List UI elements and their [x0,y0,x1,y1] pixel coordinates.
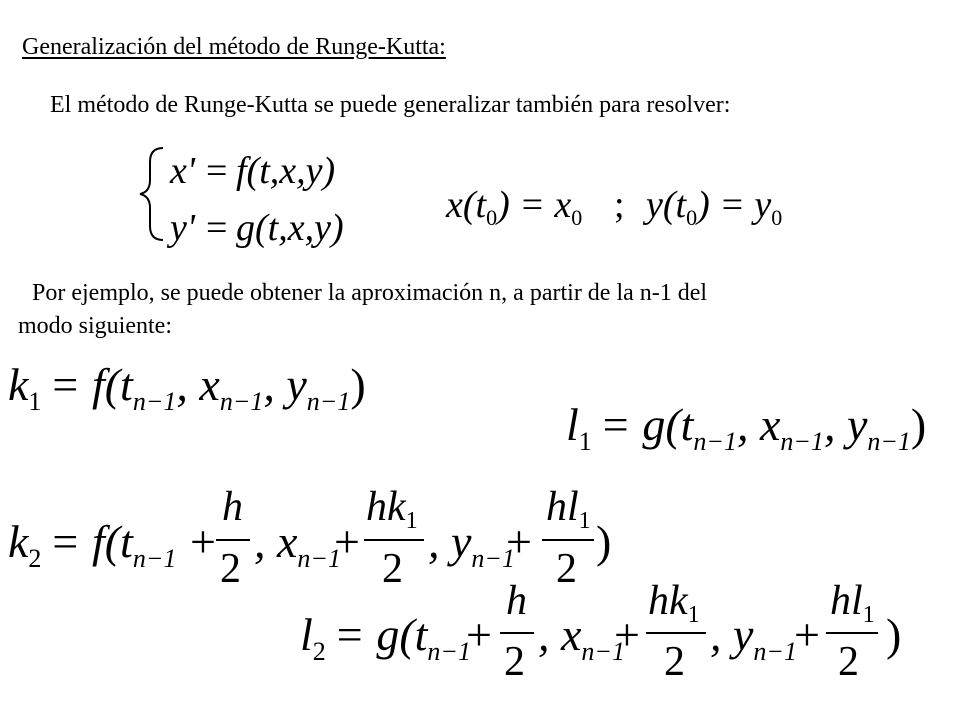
svg-text:h: h [506,578,527,624]
formula-l2 [300,578,901,685]
eq1-lhs: x' [170,150,195,192]
svg-text:k2= f(tn−1: $k_2 = f(t_{n-1}$ [8,516,177,573]
eq2-rhs: g(t,x,y) [236,207,344,249]
svg-text:+: + [506,516,532,567]
svg-text:, yn−1: , $y_{n-1}$ [710,609,797,666]
svg-text:h: h [222,484,243,530]
svg-text:2: 2 [556,546,577,592]
svg-text:, yn−1: , $y_{n-1}$ [428,516,515,573]
svg-text:): ) [596,516,612,567]
svg-text:y(t0) = y0 [642,184,782,230]
svg-text:): ) [886,609,902,660]
svg-text:+: + [466,609,492,660]
paragraph-line-2: modo siguiente: [18,313,172,339]
ic-y-sub: 0 [686,205,698,230]
svg-text:2: 2 [504,639,525,685]
ic-y-lhs: y(t [646,184,687,226]
svg-text:, xn−1: , $x_{n-1}$ [538,609,625,666]
svg-text:2: 2 [220,546,241,592]
ic-y-close: ) = y [697,184,772,226]
svg-text:x(t0) = x0 [445,184,582,230]
eq1-equals: = [206,150,228,192]
formula-k1: $k_1 = f(t_{n-1}$, $x_{n-1}$, $y_{n-1}$) [8,359,366,416]
svg-text:hk1: hk1 [648,578,700,628]
svg-text:hl1: hl1 [830,578,875,628]
ic-x-val-sub: 0 [571,205,583,230]
ic-x-close: ) = x [497,184,572,226]
eq2-lhs: y' [170,207,195,249]
svg-text:l2= g(tn−1: $l_2 = g(t_{n-1}$ [300,609,471,666]
svg-text:2: 2 [382,546,403,592]
equation-system [140,148,344,249]
svg-text:+: + [794,609,820,660]
ic-x-lhs: x(t [446,184,487,226]
svg-text:+: + [190,516,216,567]
svg-text:+: + [614,609,640,660]
svg-text:2: 2 [664,639,685,685]
svg-text:+: + [334,516,360,567]
ic-x-sub: 0 [486,205,498,230]
left-brace [140,148,163,240]
svg-text:, xn−1: , $x_{n-1}$ [254,516,341,573]
intro-text: El método de Runge-Kutta se puede generalizar también para resolver: [50,92,731,118]
paragraph-line-1: Por ejemplo, se puede obtener la aproximación n, a partir de la n-1 del [32,280,708,306]
svg-text:hk1: hk1 [366,484,418,534]
svg-text:2: 2 [838,639,859,685]
slide-heading: Generalización del método de Runge-Kutta: [22,34,446,60]
ic-separator: ; [614,184,625,226]
formula-k2 [8,484,611,592]
ic-y-val-sub: 0 [771,205,783,230]
eq1-rhs: f(t,x,y) [236,150,336,192]
initial-conditions [445,184,782,230]
svg-text:hl1: hl1 [546,484,591,534]
formula-l1: $l_1 = g(t_{n-1}$, $x_{n-1}$, $y_{n-1}$) [566,399,927,456]
eq2-equals: = [206,207,228,249]
